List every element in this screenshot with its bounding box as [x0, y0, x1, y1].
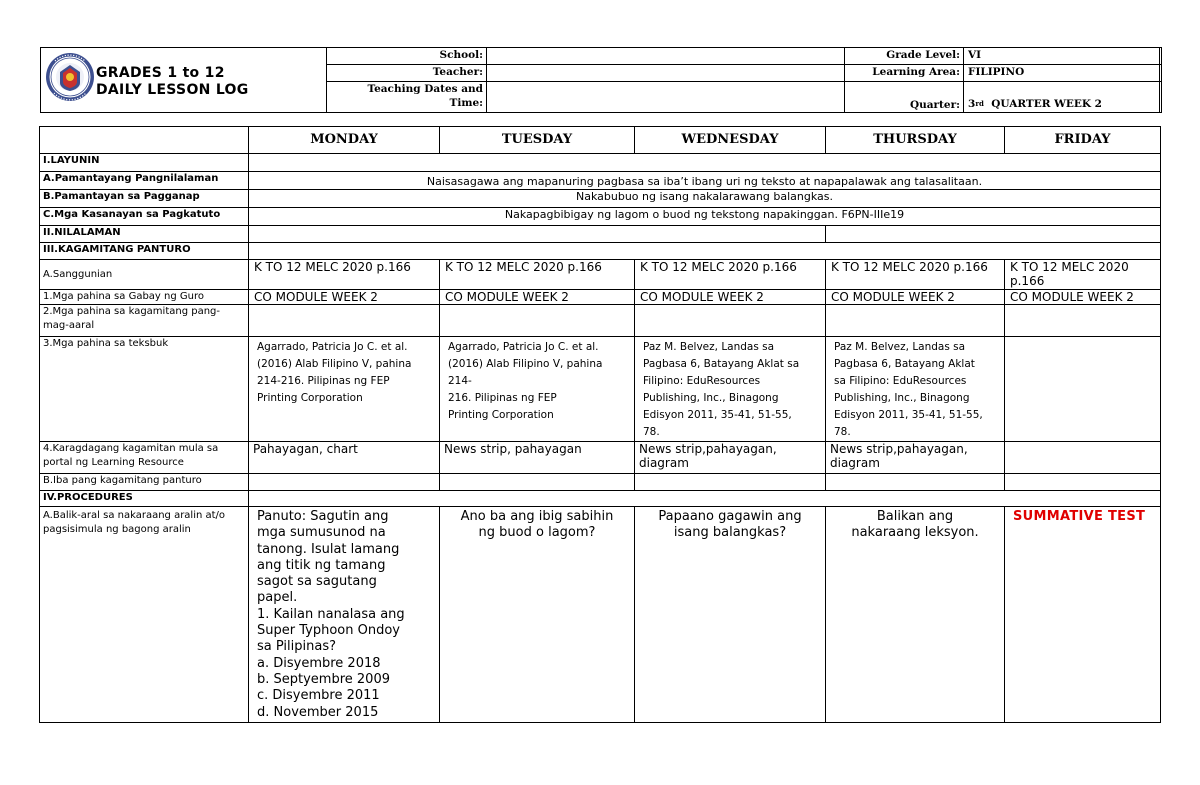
teksbuk-monday-line: (2016) Alab Filipino V, pahina [257, 358, 412, 370]
row-nilalaman [40, 226, 1161, 243]
teksbuk-monday-line: Agarrado, Patricia Jo C. et al. [257, 341, 408, 353]
teksbuk-wednesday-line: Filipino: EduResources [643, 375, 761, 387]
teksbuk-wednesday-line: Edisyon 2011, 35-41, 51-55, [643, 409, 792, 421]
balik-aral-wednesday-line: isang balangkas? [673, 525, 787, 541]
teksbuk-friday [1005, 337, 1161, 442]
teacher-label: Teacher: [327, 65, 487, 82]
row-balik-aral [40, 507, 1161, 723]
sanggunian-monday: K TO 12 MELC 2020 p.166 [249, 260, 440, 290]
teksbuk-thursday-line: Edisyon 2011, 35-41, 51-55, [834, 409, 983, 421]
sanggunian-tuesday: K TO 12 MELC 2020 p.166 [440, 260, 635, 290]
teacher-value [487, 65, 845, 82]
procedures-label: IV.PROCEDURES [40, 491, 249, 507]
daily-lesson-log-table [39, 126, 1161, 723]
teksbuk-tuesday-line: Agarrado, Patricia Jo C. et al. [448, 341, 599, 353]
balik-aral-monday-line: sagot sa sagutang [257, 574, 377, 590]
iba-friday [1005, 474, 1161, 491]
pamantayang-pangnilalaman-label: A.Pamantayang Pangnilalaman [40, 172, 249, 190]
kagamitang-wednesday [635, 305, 826, 337]
pamantayang-pangnilalaman-value: Naisasagawa ang mapanuring pagbasa sa iba’t ibang uri ng teksto at napapalawak ang talasalitaan. [249, 172, 1161, 190]
teksbuk-tuesday [440, 337, 635, 442]
corner-cell [40, 127, 249, 154]
grade-level-value: VI [964, 48, 1162, 65]
balik-aral-thursday [826, 507, 1005, 723]
teksbuk-tuesday-line: (2016) Alab Filipino V, pahina 214- [448, 358, 603, 387]
row-sanggunian [40, 260, 1161, 290]
karagdagang-kagamitan-label [40, 442, 249, 474]
iba-thursday [826, 474, 1005, 491]
balik-aral-monday-line: papel. [257, 590, 298, 606]
row-layunin [40, 154, 1161, 172]
quarter-label: Quarter: [845, 82, 964, 113]
kagamitang-panturo-label: III.KAGAMITANG PANTURO [40, 243, 249, 260]
kagamitang-label-line-1: 2.Mga pahina sa kagamitang pang- [43, 306, 220, 317]
kagamitang-panturo-value [249, 243, 1161, 260]
sanggunian-friday: K TO 12 MELC 2020 p.166 [1005, 260, 1161, 290]
row-gabay-ng-guro [40, 290, 1161, 305]
karagdagang-friday [1005, 442, 1161, 474]
quarter-suffix: rd [975, 99, 984, 108]
gabay-wednesday: CO MODULE WEEK 2 [635, 290, 826, 305]
karagdagang-label-line-1: 4.Karagdagang kagamitan mula sa [43, 443, 219, 454]
balik-aral-wednesday-line: Papaano gagawin ang [658, 509, 802, 524]
grade-level-label: Grade Level: [845, 48, 964, 65]
balik-aral-monday-line: b. Septyembre 2009 [257, 671, 390, 687]
row-karagdagang-kagamitan [40, 442, 1161, 474]
layunin-value [249, 154, 1161, 172]
balik-aral-monday-line: Panuto: Sagutin ang [257, 509, 389, 524]
kagamitang-label-line-2: mag-aaral [43, 320, 95, 331]
school-label: School: [327, 48, 487, 65]
balik-aral-tuesday [440, 507, 635, 723]
teksbuk-monday-line: Printing Corporation [257, 392, 363, 404]
quarter-value [964, 82, 1162, 113]
school-value [487, 48, 845, 65]
karagdagang-tuesday [440, 442, 635, 474]
nilalaman-value-a [249, 226, 826, 243]
teksbuk-tuesday-line: 216. Pilipinas ng FEP [448, 392, 557, 404]
karagdagang-label-line-2: portal ng Learning Resource [43, 457, 184, 468]
title-block [41, 48, 327, 112]
kasanayan-label: C.Mga Kasanayan sa Pagkatuto [40, 208, 249, 226]
gabay-thursday: CO MODULE WEEK 2 [826, 290, 1005, 305]
row-pamantayan-sa-pagganap [40, 190, 1161, 208]
nilalaman-label: II.NILALAMAN [40, 226, 249, 243]
teksbuk-thursday [826, 337, 1005, 442]
teaching-dates-label [327, 82, 487, 113]
teksbuk-thursday-line: 78. [834, 426, 851, 438]
kagamitang-tuesday [440, 305, 635, 337]
kasanayan-value: Nakapagbibigay ng lagom o buod ng tekstong napakinggan. F6PN-IIIe19 [249, 208, 1161, 226]
day-header-row [40, 127, 1161, 154]
teaching-dates-label-line-2: Time: [449, 97, 483, 109]
sanggunian-thursday: K TO 12 MELC 2020 p.166 [826, 260, 1005, 290]
deped-seal-icon [45, 52, 95, 102]
teksbuk-thursday-line: sa Filipino: EduResources [834, 375, 967, 387]
teksbuk-thursday-line: Paz M. Belvez, Landas sa [834, 341, 966, 353]
quarter-rest: QUARTER WEEK 2 [991, 98, 1102, 110]
summative-test: SUMMATIVE TEST [1005, 507, 1161, 723]
karagdagang-wednesday [635, 442, 826, 474]
kagamitang-pang-mag-aaral-label [40, 305, 249, 337]
row-kasanayan [40, 208, 1161, 226]
balik-aral-monday-line: mga sumusunod na [257, 525, 386, 541]
title-line-2: DAILY LESSON LOG [96, 82, 249, 98]
day-header-thursday: THURSDAY [826, 127, 1005, 154]
gabay-monday: CO MODULE WEEK 2 [249, 290, 440, 305]
karagdagang-wednesday-line: diagram [639, 456, 689, 470]
balik-aral-monday-line: c. Disyembre 2011 [257, 688, 380, 704]
balik-aral-thursday-line: nakaraang leksyon. [851, 525, 979, 541]
nilalaman-value-b [826, 226, 1161, 243]
day-header-tuesday: TUESDAY [440, 127, 635, 154]
balik-aral-tuesday-line: Ano ba ang ibig sabihin [460, 509, 614, 524]
teksbuk-thursday-line: Pagbasa 6, Batayang Aklat [834, 358, 975, 370]
teksbuk-monday-line: 214-216. Pilipinas ng FEP [257, 375, 390, 387]
row-kagamitang-pang-mag-aaral [40, 305, 1161, 337]
karagdagang-monday [249, 442, 440, 474]
pamantayan-sa-pagganap-label: B.Pamantayan sa Pagganap [40, 190, 249, 208]
gabay-ng-guro-label: 1.Mga pahina sa Gabay ng Guro [40, 290, 249, 305]
karagdagang-wednesday-line: News strip,pahayagan, [639, 442, 777, 456]
title-line-1: GRADES 1 to 12 [96, 65, 225, 81]
teksbuk-wednesday-line: 78. [643, 426, 660, 438]
day-header-monday: MONDAY [249, 127, 440, 154]
kagamitang-thursday [826, 305, 1005, 337]
learning-area-label: Learning Area: [845, 65, 964, 82]
gabay-tuesday: CO MODULE WEEK 2 [440, 290, 635, 305]
sanggunian-wednesday: K TO 12 MELC 2020 p.166 [635, 260, 826, 290]
balik-aral-label-line-2: pagsisimula ng bagong aralin [43, 524, 191, 535]
row-iba-pang-kagamitan [40, 474, 1161, 491]
balik-aral-wednesday [635, 507, 826, 723]
teksbuk-label: 3.Mga pahina sa teksbuk [40, 337, 249, 442]
header-info-table [326, 47, 1162, 113]
karagdagang-thursday-line: News strip,pahayagan, [830, 442, 968, 456]
teksbuk-wednesday-line: Paz M. Belvez, Landas sa [643, 341, 775, 353]
balik-aral-monday-line: 1. Kailan nanalasa ang [257, 606, 405, 622]
day-header-wednesday: WEDNESDAY [635, 127, 826, 154]
teksbuk-monday [249, 337, 440, 442]
iba-monday [249, 474, 440, 491]
teaching-dates-value [487, 82, 845, 113]
iba-tuesday [440, 474, 635, 491]
balik-aral-tuesday-line: ng buod o lagom? [478, 525, 596, 541]
balik-aral-monday-line: ang titik ng tamang [257, 557, 386, 573]
teksbuk-thursday-line: Publishing, Inc., Binagong [834, 392, 970, 404]
balik-aral-monday-line: d. November 2015 [257, 704, 379, 720]
gabay-friday: CO MODULE WEEK 2 [1005, 290, 1161, 305]
balik-aral-thursday-line: Balikan ang [876, 509, 954, 524]
balik-aral-monday-line: sa Pilipinas? [257, 639, 337, 655]
row-procedures [40, 491, 1161, 507]
balik-aral-monday-line: tanong. Isulat lamang [257, 541, 400, 557]
quarter-number: 3 [968, 98, 976, 110]
karagdagang-monday-line: Pahayagan, chart [253, 442, 358, 456]
learning-area-value: FILIPINO [964, 65, 1162, 82]
row-pamantayang-pangnilalaman [40, 172, 1161, 190]
iba-pang-kagamitan-label: B.Iba pang kagamitang panturo [40, 474, 249, 491]
teksbuk-wednesday-line: Publishing, Inc., Binagong [643, 392, 779, 404]
teksbuk-tuesday-line: Printing Corporation [448, 409, 554, 421]
teksbuk-wednesday-line: Pagbasa 6, Batayang Aklat sa [643, 358, 800, 370]
lesson-log-header [40, 47, 1160, 113]
karagdagang-tuesday-line: News strip, pahayagan [444, 442, 582, 456]
karagdagang-thursday-line: diagram [830, 456, 880, 470]
kagamitang-friday [1005, 305, 1161, 337]
teaching-dates-label-line-1: Teaching Dates and [367, 83, 483, 95]
pamantayan-sa-pagganap-value: Nakabubuo ng isang nakalarawang balangkas. [249, 190, 1161, 208]
balik-aral-monday [249, 507, 440, 723]
balik-aral-monday-line: Super Typhoon Ondoy [257, 623, 400, 639]
balik-aral-label [40, 507, 249, 723]
day-header-friday: FRIDAY [1005, 127, 1161, 154]
layunin-label: I.LAYUNIN [40, 154, 249, 172]
sanggunian-label: A.Sanggunian [40, 260, 249, 290]
iba-wednesday [635, 474, 826, 491]
balik-aral-label-line-1: A.Balik-aral sa nakaraang aralin at/o [43, 510, 226, 521]
balik-aral-monday-line: a. Disyembre 2018 [257, 655, 381, 671]
row-teksbuk [40, 337, 1161, 442]
teksbuk-wednesday [635, 337, 826, 442]
kagamitang-monday [249, 305, 440, 337]
row-kagamitang-panturo [40, 243, 1161, 260]
procedures-value [249, 491, 1161, 507]
karagdagang-thursday [826, 442, 1005, 474]
